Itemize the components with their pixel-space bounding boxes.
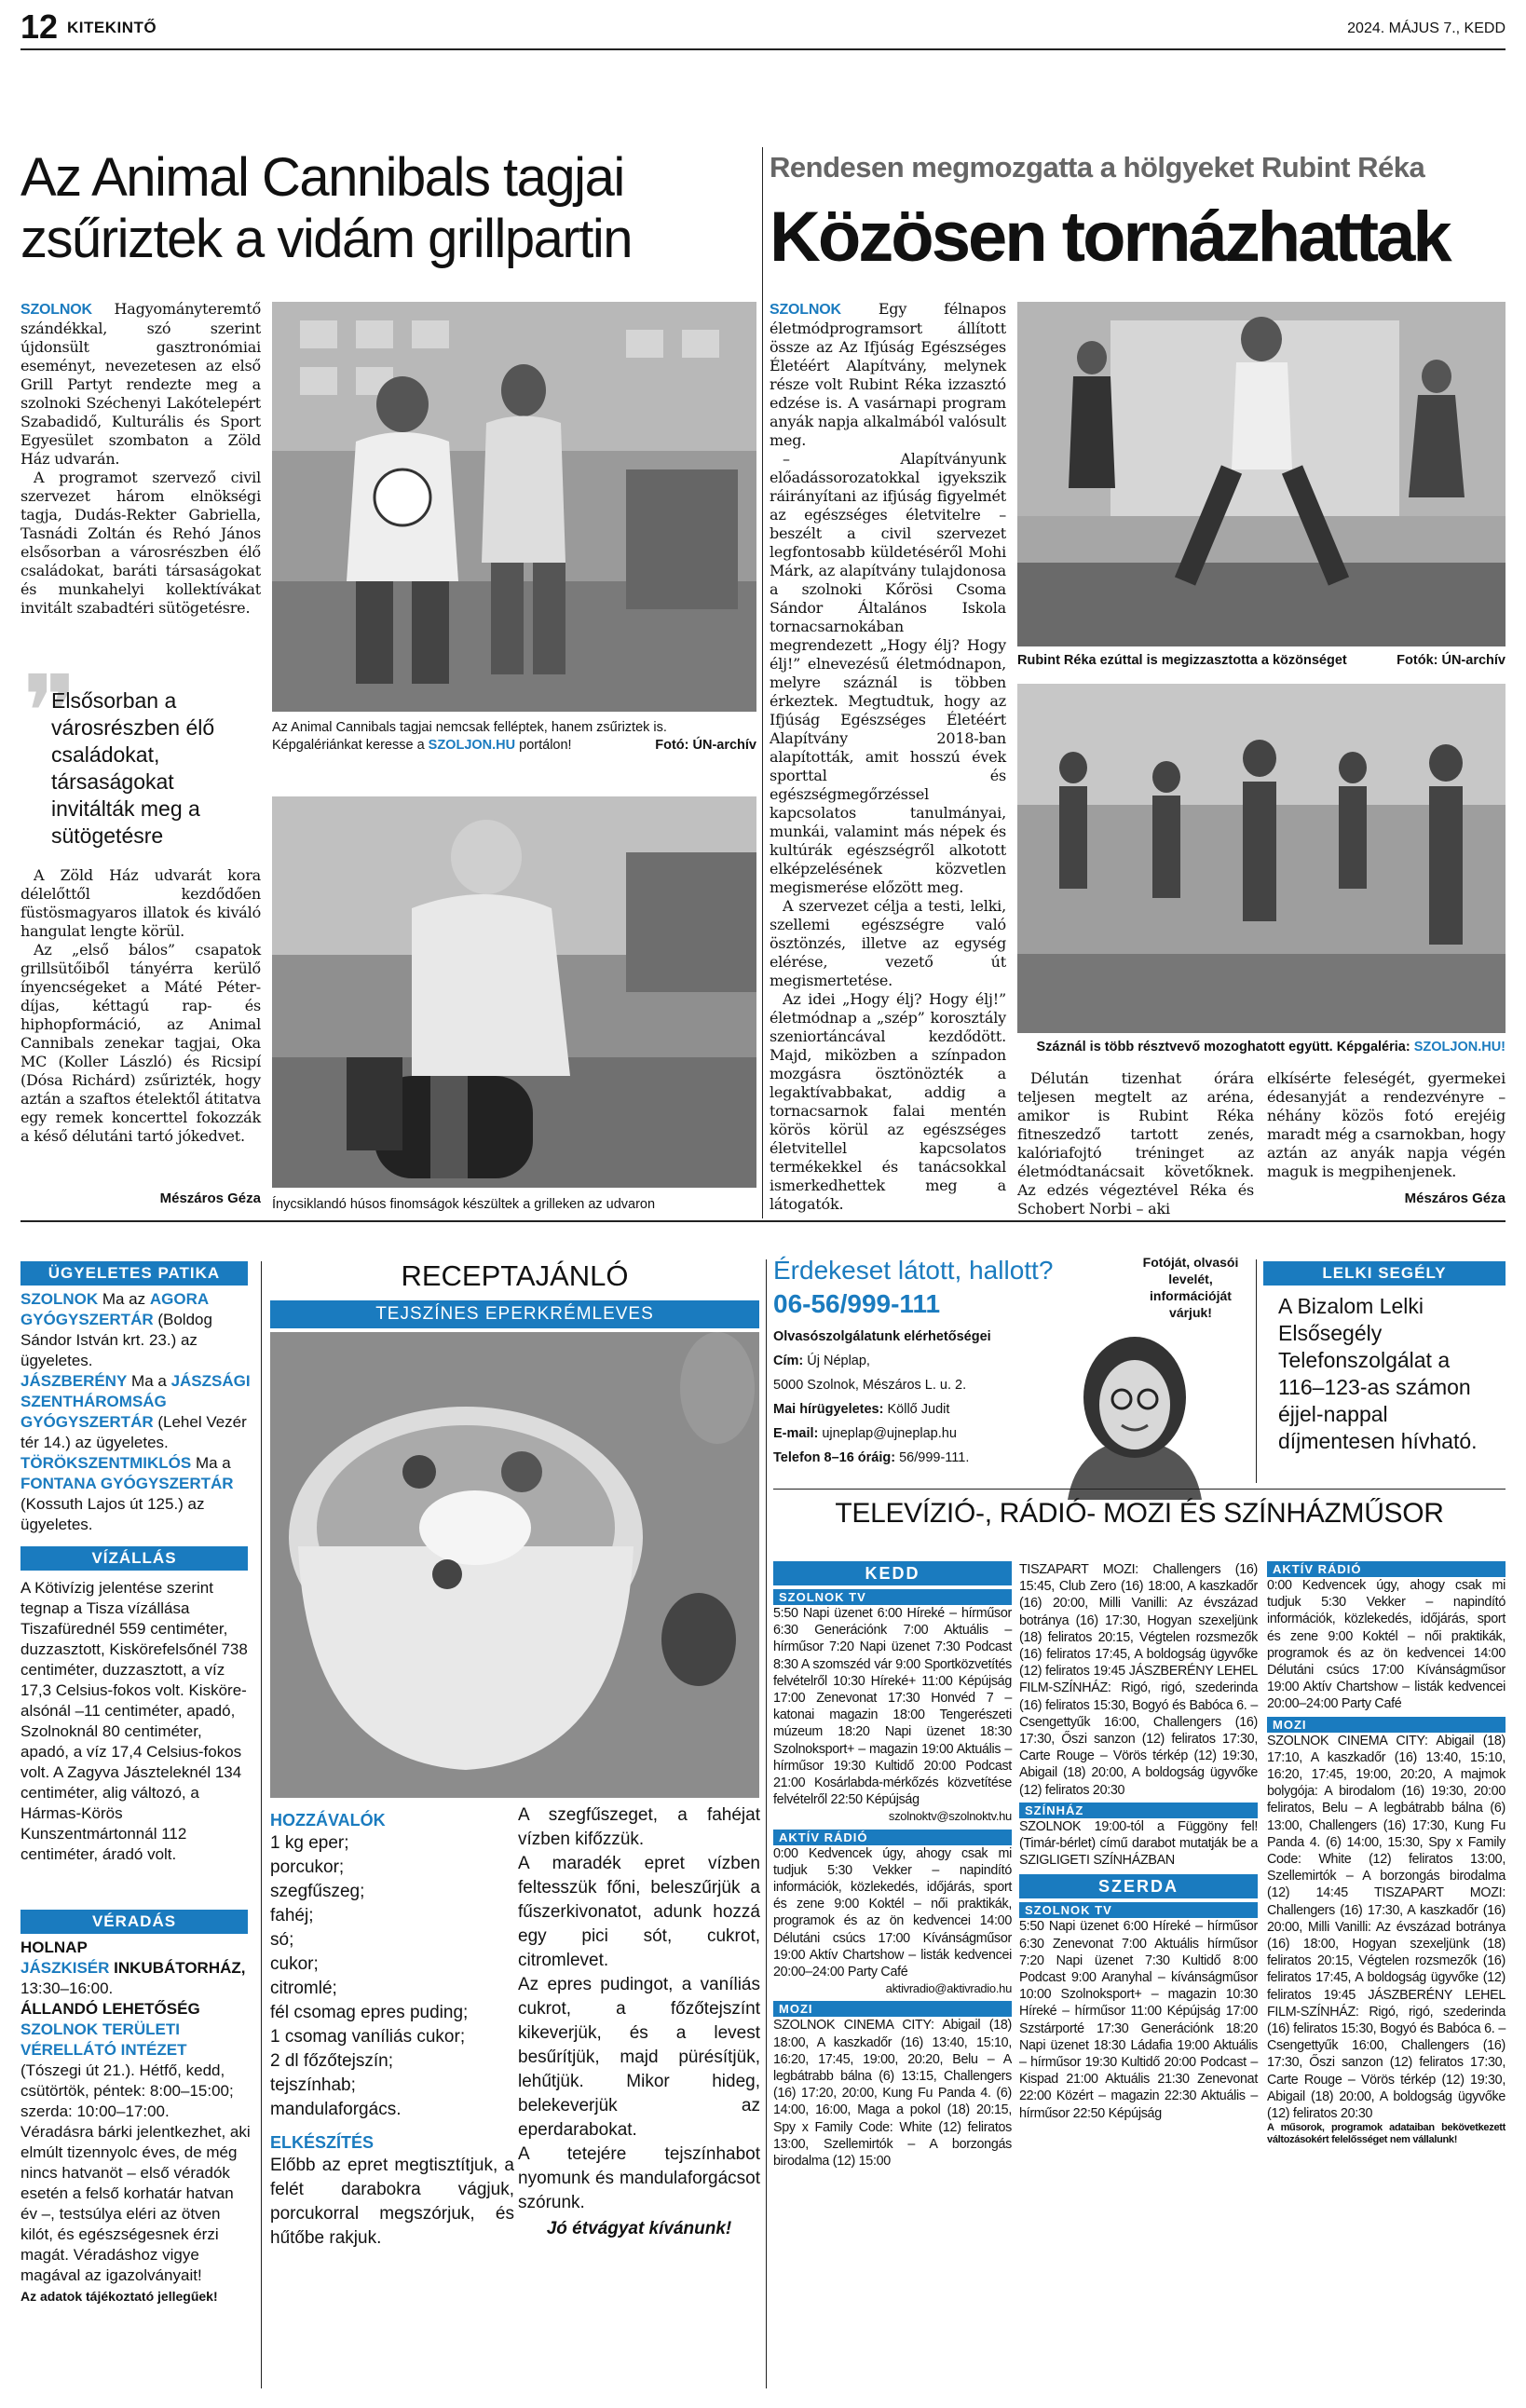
dateline: SZOLNOK <box>20 302 92 318</box>
prep-step: Előbb az epret megtisztítjuk, a felét darabokra vágjuk, porcukorral megszórjuk, és hűtőbe rakjuk. <box>270 2156 514 2248</box>
recipe-header: RECEPTAJÁNLÓ <box>401 1259 629 1292</box>
disclaimer: A műsorok, programok adataiban bekövetkezett változásokért felelősséget nem vállalunk! <box>1267 2122 1506 2146</box>
ingredient-item: szegfűszeg; <box>270 1882 365 1901</box>
prep-step: A szegfűszeget, a fahéjat vízben kifőzzük. <box>518 1805 760 1849</box>
article1-title <box>20 147 756 270</box>
channel-header: SZOLNOK TV <box>773 1589 1012 1605</box>
water-header: VÍZÁLLÁS <box>20 1546 248 1571</box>
caption-text: Rubint Réka ezúttal is megizzasztotta a közönséget <box>1017 653 1347 668</box>
article2-col2b <box>1017 1069 1254 1218</box>
value: Új Néplap, <box>803 1354 870 1368</box>
caption-text: portálon! <box>515 738 572 753</box>
helpline-header: LELKI SEGÉLY <box>1263 1261 1506 1286</box>
ingredient-item: 1 csomag vaníliás cukor; <box>270 2027 466 2047</box>
channel-header: AKTÍV RÁDIÓ <box>1267 1561 1506 1577</box>
channel-email[interactable]: aktivradio@aktivradio.hu <box>885 1981 1012 1996</box>
pharmacy-name: FONTANA GYÓGYSZERTÁR <box>20 1475 234 1492</box>
water-text: A Kötivízig jelentése szerint tegnap a Tisza vízállása Tiszafürednél 559 centiméter, duzzasztott, Kiskörefelsőnél 738 centiméter, duzzasztott, a víz 17,3 Celsius-fokos volt. Kisköre-alsónál –11 centiméter, apadó, Szolnoknál 80 centiméter, apadó, a víz 17,4 Celsius-fokos volt. A Zagyva Jászteleknél 134 centiméter, alig változó, a Hármas-Körös Kunszentmártonnál 112 centiméter, áradó volt. <box>20 1579 248 1863</box>
ingredient-item: tejszínhab; <box>270 2075 356 2095</box>
schedule: 0:00 Kedvencek úgy, ahogy csak mi tudjuk 5:30 Vekker – napindító információk, közlekedés, időjárás, sport és zene 9:00 Koktél – női praktikák, programok és az ön kedvencei 14:00 Délutáni csúcs 17:00 Kívánságműsor 19:00 Aktív Chartshow – listák kedvencei 20:00–24:00 Party Café <box>773 1845 1012 1980</box>
section-rule <box>20 1220 1506 1222</box>
paragraph: A programot szervező civil szervezet három elnökségi tagja, Dudás-Rekter Gabriella, Tasnádi Zoltán és Rehó János elsősorban a városrészben élő családokat, baráti társaságokat és munkahelyi kollektívákat invitált szabadtéri sütögetésre. <box>20 469 261 617</box>
tv-col3 <box>1267 1561 1506 2146</box>
ingredient-item: mandulaforgács. <box>270 2100 402 2119</box>
schedule: SZOLNOK CINEMA CITY: Abigail (18) 17:10, A kaszkadőr (16) 13:40, 15:10, 16:20, 17:45, 19:00, 20:20, A majmok bolygója: A birodalom (16) 19:30, 20:00 feliratos, Belu – A legbátrabb bálna (6) 13:00, Challengers (16) 17:30, Kung Fu Panda 4. (6) 14:00, 15:30, Spy x Family Code: White (12) feliratos 13:00, Szellemirtók – A borzongás birodalma (12) 14:45 TISZAPART MOZI: Challengers (16) 17:30, A kaszkadőr (16) 20:00, Milli Vanilli: Az évszázad botránya (16) 18:00, Hogyan szexeljünk (18) feliratos 20:15, Végtelen rozsmezők (16) feliratos 17:45, A boldogság ügyvőke (12) feliratos 19:45 JÁSZBERÉNY LEHEL FILM-SZÍNHÁZ: Rigó, rigó, szederinda (16) feliratos 15:30, Bogyó és Babóca 6. – Csengettyűk 16:00, Challengers (16) 17:30, Őszi sanzon (12) feliratos 17:30, Carte Rouge – Vörös térkép (12) 19:30, Abigail (18) 20:00, A boldogság ügyvőke (12) feliratos 20:30 <box>1267 1733 1506 2122</box>
town: JÁSZBERÉNY <box>20 1372 128 1390</box>
disclaimer: Az adatok tájékoztató jellegűek! <box>20 2289 218 2304</box>
photo-rubint-reka <box>1017 302 1506 646</box>
pharmacy-header: ÜGYELETES PATIKA <box>20 1261 248 1286</box>
column-divider <box>1256 1259 1257 1483</box>
photo-credit: Fotók: ÚN-archív <box>1397 653 1506 668</box>
gallery-link[interactable]: SZOLJON.HU <box>428 738 516 753</box>
channel-email[interactable]: szolnoktv@szolnoktv.hu <box>888 1809 1012 1824</box>
ingredients-header: HOZZÁVALÓK <box>270 1811 386 1830</box>
value: Köllő Judit <box>883 1402 950 1417</box>
schedule: 5:50 Napi üzenet 6:00 Híreké – hírműsor 6:30 Generációnk 7:00 Aktuális – hírműsor 7:20 Napi üzenet 7:30 Podcast 8:30 A szomszéd vár 9:00 Sportközvetítés felvételről 10:30 Híreké+ 11:00 Képújság 17:00 Zenevonat 17:30 Honvéd 7 – katonai magazin 18:00 Tengerészeti múzeum 18:20 Napi üzenet 18:30 Szolnoksport+ – magazin 19:00 Aktuális – hírműsor 19:30 Kultidő 20:00 Podcast 21:00 Kosárlabda-mérkőzés közvetítése felvételről 22:50 Képújság <box>773 1606 1012 1808</box>
address: 5000 Szolnok, Mészáros L. u. 2. <box>773 1378 967 1393</box>
header-rule <box>20 48 1506 50</box>
pharmacy-name: JÁSZSÁGI SZENTHÁROMSÁG GYÓGYSZERTÁR <box>20 1372 251 1431</box>
column-divider <box>261 1261 262 2388</box>
value: 56/999-111. <box>895 1450 970 1465</box>
article2-col1 <box>770 300 1006 1214</box>
schedule: 0:00 Kedvencek úgy, ahogy csak mi tudjuk 5:30 Vekker – napindító információk, közlekedés, időjárás, sport és zene 9:00 Koktél – női praktikák, programok és az ön kedvencei 14:00 Délutáni csúcs 17:00 Kívánságműsor 19:00 Aktív Chartshow – listák kedvencei 20:00–24:00 Party Café <box>1267 1578 1506 1712</box>
paragraph: – Alapítványunk előadássorozatokkal igyekszik ráirányítani az ifjúság figyelmét az egészséges életvitelre – beszélt a civil szervezet legfontosabb küldetéséről Mohi Márk, az alapítvány tulajdonosa a szolnoki Kőrösi Csoma Sándor Általános Iskola tornacsarnokában megrendezett „Hogy élj? Hogy élj!” elnevezésű életmódnapon, melyre száznál is többen érkeztek. Megtudtuk, hogy az Ifjúság Egészséges Életéért Alapítvány 2018-ban alapították, amit hosszú évek sporttal és egészségmegőrzéssel kapcsolatos tanulmányai, munkái, valamint más népek és kultúrák egészségről alkotott elképzelésének közvetlen megismerése előzött meg. <box>770 450 1006 896</box>
text: Ma az <box>98 1290 150 1308</box>
tv-title: TELEVÍZIÓ-, RÁDIÓ- MOZI ÉS SZÍNHÁZMŰSOR <box>835 1498 1444 1529</box>
photo3-caption <box>1017 652 1506 670</box>
editor-portrait <box>1021 1332 1248 1500</box>
label: E-mail: <box>773 1426 819 1441</box>
hours: (Tószegi út 21.). Hétfő, kedd, csütörtök, péntek: 8:00–15:00; szerda: 10:00–17:00. <box>20 2061 234 2120</box>
text: (Kossuth Lajos út 125.) az ügyeletes. <box>20 1495 205 1533</box>
label: Cím: <box>773 1354 804 1368</box>
caption-text: Száznál is több résztvevő mozoghatott együtt. Képgaléria: <box>1036 1040 1414 1054</box>
column-divider <box>762 147 763 1218</box>
recipe-closing: Jó étvágyat kívánunk! <box>546 2219 732 2238</box>
photo-note: Fotóját, olvasói levelét, információját várjuk! <box>1142 1255 1239 1320</box>
day-header: KEDD <box>773 1561 1012 1585</box>
contact-title: Érdekeset látott, hallott? <box>773 1256 1054 1285</box>
label: Telefon 8–16 óráig: <box>773 1450 896 1465</box>
photo2-caption: Ínycsiklandó húsos finomságok készültek a grilleken az udvaron <box>272 1197 656 1212</box>
ingredient-item: 2 dl főzőtejszín; <box>270 2051 394 2071</box>
info: Véradásra bárki jelentkezhet, aki elmúlt tizennyolc éves, de még nincs hatvanöt – első véradók esetén a felső korhatár hatvan év –, testsúlya eléri az ötven kilót, és egészségesnek érzi magát. Véradáshoz vigye magával az igazolványait! <box>20 2123 251 2284</box>
photo-group-workout <box>1017 684 1506 1033</box>
venue: INKUBÁTORHÁZ, <box>109 1959 246 1977</box>
photo-soup <box>270 1332 759 1798</box>
article2-kicker: Rendesen megmozgatta a hölgyeket Rubint Réka <box>770 151 1425 184</box>
time: 13:30–16:00. <box>20 1979 114 1997</box>
ingredient-item: citromlé; <box>270 1979 337 1998</box>
pharmacy-entry <box>20 1453 252 1535</box>
venue: TERÜLETI VÉRELLÁTÓ INTÉZET <box>20 2020 187 2059</box>
town: SZOLNOK <box>20 1290 99 1308</box>
prep-steps-col2 <box>518 1803 760 2241</box>
ingredient-item: fél csomag epres puding; <box>270 2003 469 2022</box>
when: HOLNAP <box>20 1939 88 1956</box>
schedule: SZOLNOK CINEMA CITY: Abigail (18) 18:00, A kaszkadőr (16) 13:40, 15:10, 16:20, 17:45, 19:00, 20:20, Belu – A legbátrabb bálna (6) 13:15, Challengers (16) 17:20, 20:00, Kung Fu Panda 4. (6) 14:00, 16:00, Maga a pokol (18) 20:15, Spy x Family Code: White (12) feliratos 13:00, Szellemirtók – A borzongás birodalma (12) 15:00 <box>773 2018 1012 2170</box>
section-rule <box>773 1489 1506 1490</box>
paragraph: Az „első bálos” csapatok grillsütőiből tányérra kerülő ínyencségeket a Máté Péter-díjas, kéttagú rap- és hiphopformáció, az Animal Cannibals zenekar tagjai, Oka MC (Koller László) és Ricsipí (Dósa Richárd) zsűrizték, hogy aztán a szaftos ételektől átitatva egy remek koncerttel fokozzák a késő délutáni tartó jókedvet. <box>20 941 261 1145</box>
article1-col1b <box>20 866 261 1146</box>
photo-grill <box>272 796 756 1188</box>
article1-title-line1: Az Animal Cannibals tagjai <box>20 147 624 208</box>
ingredient-item: 1 kg eper; <box>270 1833 349 1853</box>
blood-header: VÉRADÁS <box>20 1910 248 1934</box>
channel-header: AKTÍV RÁDIÓ <box>773 1830 1012 1845</box>
paragraph: Hagyományteremtő szándékkal, szó szerint újdonsült gasztronómiai eseményt, nevezetesen az első Grill Partyt rendezte meg a szolnoki Széchenyi Lakótelepért Szabadidő, Kulturális és Sport Egyesület szombaton a Zöld Ház udvarán. <box>20 300 261 468</box>
town: TÖRÖKSZENTMIKLÓS <box>20 1454 192 1472</box>
caption-text: Az Animal Cannibals tagjai nemcsak felléptek, hanem zsűriztek is. Képgalériánkat keresse a <box>272 720 667 753</box>
text: (Lehel Vezér tér 14.) az ügyeletes. <box>20 1413 247 1451</box>
channel-header: MOZI <box>773 2001 1012 2017</box>
ingredient-item: porcukor; <box>270 1857 345 1877</box>
tv-col2 <box>1019 1561 1258 2122</box>
when: ÁLLANDÓ LEHETŐSÉG <box>20 2000 200 2018</box>
prep-step: Az epres pudingot, a vaníliás cukrot, a főzőtejszínt kikeverjük, és a levest besűrítjük, majd pürésítjük, lehűtjük. Mikor hideg, belekeverjük az eperdarabokat. <box>518 1975 760 2140</box>
photo1-caption <box>272 719 756 755</box>
paragraph: Egy félnapos életmódprogramsort állított össze az Az Ifjúság Egészséges Életéért Alapítvány, melynek része volt Rubint Réka izzasztó edzése is. A vasárnapi program anyák napja alkalmából valósult meg. <box>770 300 1006 449</box>
channel-header: MOZI <box>1267 1717 1506 1733</box>
paragraph: elkísérte feleségét, gyermekei édesanyját a rendezvényre – néhány közös fotó erejéig maradt még a csarnokban, hogy aztán az anyák napja végén maguk is megpihenjenek. <box>1267 1069 1506 1180</box>
schedule: TISZAPART MOZI: Challengers (16) 15:45, Club Zero (16) 18:00, A kaszkadőr (16) 20:00, Milli Vanilli: Az évszázad botránya (16) 17:30, Hogyan szexeljünk (18) feliratos 20:15, Végtelen rozsmezők (16) feliratos 17:45, A boldogság ügyvőke (12) feliratos 19:45 JÁSZBERÉNY LEHEL FILM-SZÍNHÁZ: Rigó, rigó, szederinda (16) feliratos 15:30, Bogyó és Babóca 6. – Csengettyűk 16:00, Challengers (16) 17:30, Őszi sanzon (12) feliratos 17:30, Carte Rouge – Vörös térkép (12) 19:30, Abigail (18) 20:00, A boldogság ügyvőke (12) feliratos 20:30 <box>1019 1562 1258 1798</box>
quote-mark-icon: ❞ <box>22 653 78 772</box>
town: SZOLNOK <box>20 2020 99 2038</box>
paragraph: A Zöld Ház udvarát kora délelőttől kezdődően füstösmagyaros illatok és kiváló hangulat lengte körül. <box>20 866 261 940</box>
pull-quote: Elsősorban a városrészben élő családokat, társaságokat invitálták meg a sütögetésre <box>51 688 215 848</box>
blood-text <box>20 1938 252 2306</box>
tv-col1 <box>773 1561 1012 2170</box>
paragraph: Az idei „Hogy élj? Hogy élj!” életmódnap a „szép” korosztály szeniortáncával kezdődött. Majd, miközben a színpadon mozgásra ösztönözték a legaktívabbakat, addig a tornacsarnok falai mentén körös körül az egészséges életvitellel kapcsolatos termékekkel és tanácsokkal ismerkedhettek meg a látogatók. <box>770 990 1006 1213</box>
text: (Boldog Sándor István krt. 23.) az ügyeletes. <box>20 1311 212 1369</box>
dateline: SZOLNOK <box>770 302 841 318</box>
town: JÁSZKISÉR <box>20 1959 110 1977</box>
text: Ma a <box>191 1454 231 1472</box>
ingredients-list <box>270 1831 503 2122</box>
article2-col3b <box>1267 1069 1506 1181</box>
label: Mai hírügyeletes: <box>773 1402 884 1417</box>
article2-author: Mészáros Géza <box>1404 1190 1506 1206</box>
article2-title: Közösen tornázhattak <box>770 197 1450 277</box>
photo-credit: Fotó: ÚN-archív <box>655 738 756 753</box>
text: Ma a <box>127 1372 171 1390</box>
email-link[interactable]: ujneplap@ujneplap.hu <box>818 1426 957 1441</box>
paragraph: A szervezet célja a testi, lelki, szellemi egészségre való ösztönzés, illetve az egység elérése, vezető út megismertetése. <box>770 897 1006 989</box>
article1-title-line2: zsűriztek a vidám grillpartin <box>20 209 632 269</box>
article1-col1 <box>20 300 261 618</box>
pharmacy-entry <box>20 1289 252 1371</box>
gallery-link[interactable]: SZOLJON.HU! <box>1413 1040 1506 1054</box>
ingredient-item: cukor; <box>270 1954 319 1974</box>
helpline-text: A Bizalom Lelki Elsősegély Telefonszolgálat a 116–123-as számon éjjel-nappal díjmentesen hívható. <box>1278 1294 1478 1453</box>
channel-header: SZOLNOK TV <box>1019 1902 1258 1918</box>
column-divider <box>766 1259 767 2388</box>
pharmacy-list <box>20 1289 252 1535</box>
article1-author: Mészáros Géza <box>159 1190 261 1206</box>
pharmacy-entry <box>20 1371 252 1453</box>
day-header: SZERDA <box>1019 1874 1258 1898</box>
ingredient-item: só; <box>270 1930 294 1950</box>
prep-step: A tetejére tejszínhabot nyomunk és mandulaforgácsot szórunk. <box>518 2144 760 2212</box>
issue-date: 2024. MÁJUS 7., KEDD <box>1347 20 1506 36</box>
prep-step: A maradék epret vízben feltesszük főni, beleszűrjük a fűszerkivonatot, adunk hozzá egy pici sót, cukrot, citromlevet. <box>518 1854 760 1970</box>
prep-header: ELKÉSZÍTÉS <box>270 2133 375 2152</box>
contact-phone[interactable]: 06-56/999-111 <box>773 1289 941 1318</box>
paragraph: Délután tizenhat órára teljesen megtelt az aréna, amikor is Rubint Réka fitneszedző tartott zenés, kalóriafojtó tréninget az életmódtanácsait követőknek. Az edzés végeztével Réka és Schobert Norbi – aki <box>1017 1069 1254 1218</box>
schedule: SZOLNOK 19:00-tól a Függöny fel! (Timár-bérlet) című darabot mutatják be a SZIGLIGETI SZÍNHÁZBAN <box>1019 1818 1258 1869</box>
schedule: 5:50 Napi üzenet 6:00 Híreké – hírműsor 6:30 Zenevonat 7:00 Aktuális hírműsor 7:20 Napi üzenet 7:30 Kultidő 8:00 Podcast 9:00 Aranyhal – kívánságműsor 10:00 Szolnoksport+ – magazin 10:30 Híreké – hírműsor 11:00 Képújság 17:00 Szstárporté 17:30 Generációnk 18:20 Napi üzenet 18:30 Ládafia 19:00 Aktuális – hírműsor 19:30 Kultidő 20:00 Podcast – Kispad 21:00 Aktuális 21:30 Zenevonat 22:00 Közért – magazin 22:30 Aktuális – hírműsor 22:50 Képújság <box>1019 1919 1258 2121</box>
photo4-caption <box>1017 1039 1506 1056</box>
section-name: KITEKINTŐ <box>67 19 157 36</box>
pharmacy-name: AGORA GYÓGYSZERTÁR <box>20 1290 209 1328</box>
ingredient-item: fahéj; <box>270 1906 314 1925</box>
page-number: 12 <box>20 7 59 46</box>
recipe-name: TEJSZÍNES EPERKRÉMLEVES <box>270 1300 759 1328</box>
contact-line: Olvasószolgálatunk elérhetőségei <box>773 1329 991 1344</box>
channel-header: SZÍNHÁZ <box>1019 1803 1258 1818</box>
photo-animal-cannibals <box>272 302 756 712</box>
